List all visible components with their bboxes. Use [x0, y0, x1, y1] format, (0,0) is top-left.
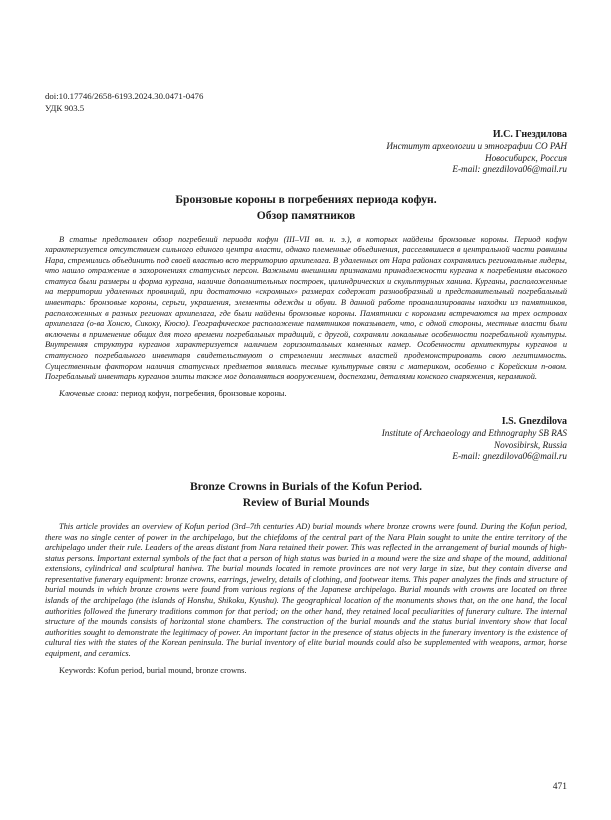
- udk: УДК 903.5: [45, 103, 85, 113]
- doi: doi:10.17746/2658-6193.2024.30.0471-0476: [45, 91, 204, 101]
- email-ru: E-mail: gnezdilova06@mail.ru: [452, 164, 567, 174]
- affiliation-en-2: Novosibirsk, Russia: [494, 439, 567, 450]
- keywords-ru-label: Ключевые слова:: [59, 388, 119, 398]
- article-title-en-line2: Review of Burial Mounds: [242, 495, 370, 509]
- affiliation-en-1: Institute of Archaeology and Ethnography SB RAS: [381, 428, 567, 439]
- article-title-en-line1: Bronze Crowns in Burials of the Kofun Period.: [189, 479, 423, 493]
- author-en: I.S. Gnezdilova: [501, 416, 567, 428]
- author-block-en: [45, 415, 567, 463]
- author-block-ru: [45, 128, 567, 176]
- page-content: [45, 90, 567, 676]
- article-title-ru-line2: Обзор памятников: [256, 208, 356, 222]
- keywords-en-list: Kofun period, burial mound, bronze crowns.: [95, 665, 247, 675]
- keywords-ru: [45, 389, 567, 400]
- email-en: E-mail: gnezdilova06@mail.ru: [452, 451, 567, 462]
- affiliation-ru-2: Новосибирск, Россия: [484, 152, 567, 163]
- affiliation-ru-1: Институт археологии и этнографии СО РАН: [386, 141, 567, 151]
- english-section: [45, 415, 567, 676]
- article-title-en: [45, 479, 567, 511]
- abstract-ru: В статье представлен обзор погребений периода кофун (III–VII вв. н. э.), в которых найдены бронзовые короны. Период кофун характеризуется отсутствием сильного единого центра власти, однако племенные объединения, расселявшиеся в центральной части равнины Нара, стремились объединить под своей властью всю территорию архипелага. В удаленных от Нара районах сохранялись региональные лидеры, что нашло отражение в захоронениях статусных персон. Важными внешними признаками принадлежности кургана к погребениям высокого статуса были размеры и форма кургана, наличие дополнительных построек, цилиндрических и скульптурных ханива. Курганы, расположенные на территории удаленных провинций, при достаточно «скромных» размерах содержат разнообразный и представительный погребальный инвентарь: бронзовые короны, серьги, украшения, элементы одежды и обуви. В данной работе проанализированы находки из памятников, расположенных в разных регионах архипелага, где были найдены бронзовые короны. Памятники с коронами встречаются на трех островах архипелага (о-ва Хонсю, Сикоку, Кюсю). Географическое расположение памятников показывает, что, с одной стороны, местные власти были включены в применение общих для того времени погребальных традиций, с другой, сохраняли локальные особенности погребальной культуры. Внутренняя структура курганов характеризуется наличием горизонтальных каменных камер. Особенности архитектуры курганов и статусного погребального инвентаря свидетельствуют о стремлении местных властей продемонстрировать свою легитимность. Существенным фактором наличия статусных предметов являлись тесные культурные связи с материком, особенно с Корейским п-овом. Погребальный инвентарь курганов элиты также мог дополняться вооружением, доспехами, деталями конского снаряжения, керамикой.: [45, 234, 567, 382]
- article-title-ru-line1: Бронзовые короны в погребениях периода кофун.: [175, 192, 437, 206]
- keywords-ru-list: период кофун, погребения, бронзовые короны.: [118, 388, 287, 398]
- author-ru: И.С. Гнездилова: [492, 129, 567, 140]
- abstract-en: This article provides an overview of Kofun period (3rd–7th centuries AD) burial mounds where bronze crowns were found. During the Kofun period, there was no single center of power in the archipelago, but the chiefdoms of the central part of the Nara Plain sought to unite the entire territory of the archipelago under their rule. Leaders of the areas distant from Nara retained their power. This was reflected in the arrangement of burial mounds of high-status persons. Important external symbols of the fact that a person of high status was buried in a mound were the size and shape of the mound, additional extensions, cylindrical and sculptural haniwa. The burial mounds located in remote provinces are not very large in size, but they contain diverse and representative funerary equipment: bronze crowns, earrings, jewelry, details of clothing, and footwear items. This paper analyzes the finds and structure of burial mounds in which bronze crowns were found from various regions of the Japanese archipelago. Burial mounds with crowns are located on three islands of the archipelago (the islands of Honshu, Shikoku, Kyushu). The geographical location of the monuments shows that, on the one hand, the local authorities followed the funerary traditions common for that period; on the other hand, they retained local peculiarities of funerary culture. The internal structure of the mounds consists of horizontal stone chambers. The construction of the burial mounds and the status burial inventory show that local authorities sought to demonstrate the legitimacy of power. An important factor in the presence of status objects in the funerary inventory is the existence of cultural ties with the states of the Korean peninsula. The burial inventory of elite burial mounds could also be supplemented with weapons, armor, horse equipment, and ceramics.: [45, 521, 567, 659]
- keywords-en: [45, 666, 567, 677]
- keywords-en-label: Keywords:: [59, 665, 96, 675]
- article-title-ru: [45, 192, 567, 224]
- page-number: 471: [552, 782, 567, 792]
